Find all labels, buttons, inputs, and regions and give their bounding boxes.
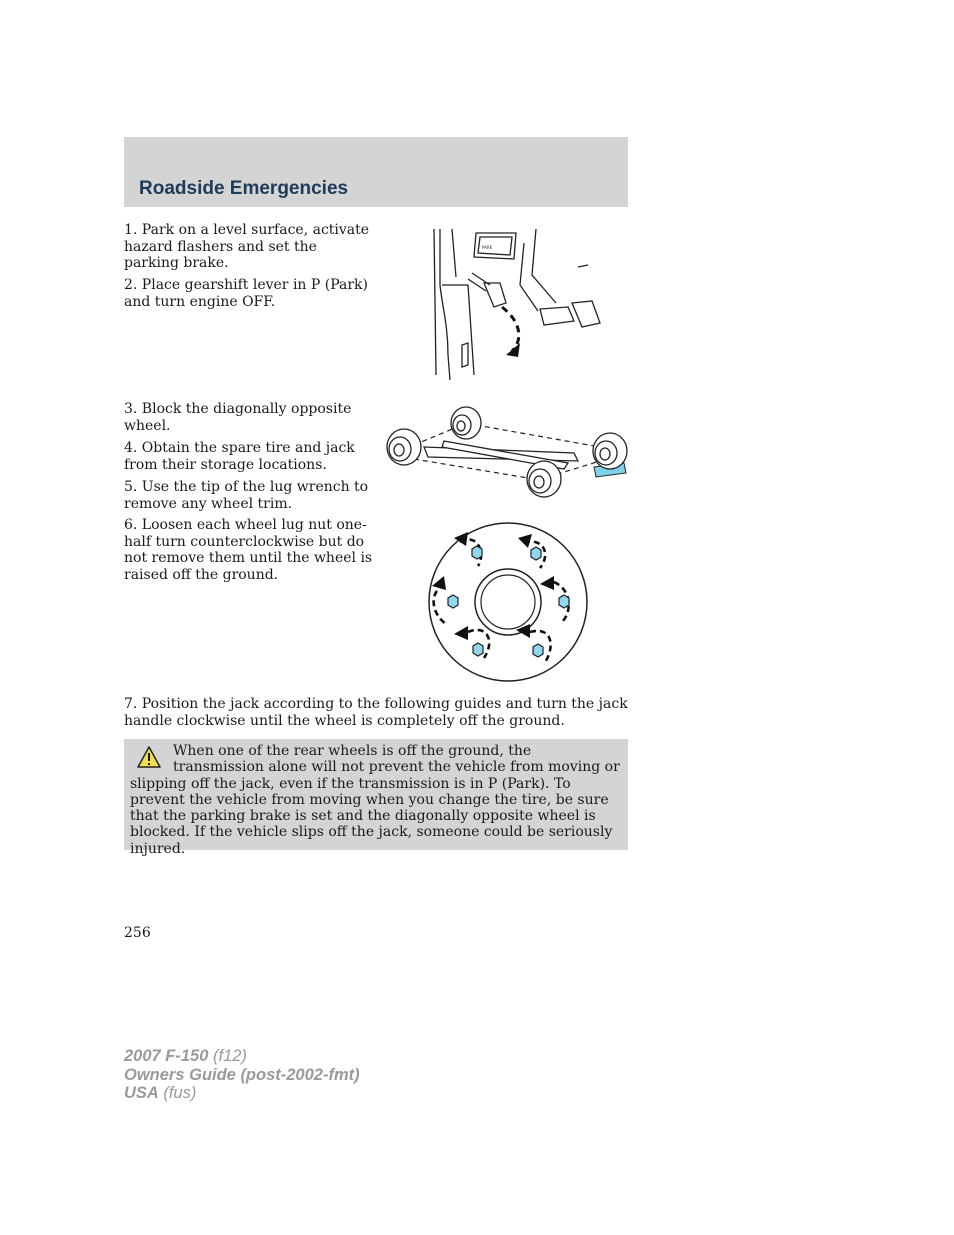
warning-text: When one of the rear wheels is off the ground, the transmission alone will not prevent the vehicle from moving or slipping off the jack, even if the transmission is in P (Park). To prevent the vehicle from moving when you change the tire, be sure that the parking brake is set and the diagonally opposite wheel is blocked. If the vehicle slips off the jack, someone could be seriously injured.	[130, 743, 620, 857]
footer-line-2: Owners Guide (post-2002-fmt)	[124, 1065, 360, 1084]
step-1: 1. Park on a level surface, activate hazard flashers and set the parking brake.	[124, 222, 370, 271]
footer-line-3: USA (fus)	[124, 1084, 197, 1102]
park-label: PARK	[482, 245, 493, 250]
section-header-band	[124, 137, 628, 207]
document-footer	[124, 1047, 360, 1103]
step-2: 2. Place gearshift lever in P (Park) and turn engine OFF.	[124, 277, 369, 310]
section-title: Roadside Emergencies	[139, 178, 349, 199]
step-6: 6. Loosen each wheel lug nut one-half turn counterclockwise but do not remove them until the wheel is raised off the ground.	[124, 517, 373, 583]
footer-line-1: 2007 F-150 (f12)	[124, 1047, 247, 1065]
parking-brake-figure	[428, 225, 608, 387]
step-7: 7. Position the jack according to the following guides and turn the jack handle clockwise until the wheel is completely off the ground.	[124, 696, 628, 729]
warning-box	[124, 739, 628, 857]
step-3: 3. Block the diagonally opposite wheel.	[124, 401, 352, 434]
step-5: 5. Use the tip of the lug wrench to remove any wheel trim.	[124, 479, 369, 512]
page-number: 256	[124, 925, 151, 941]
lug-nut-figure	[426, 520, 590, 688]
wheel-block-figure	[384, 403, 630, 503]
step-4: 4. Obtain the spare tire and jack from their storage locations.	[124, 440, 355, 473]
